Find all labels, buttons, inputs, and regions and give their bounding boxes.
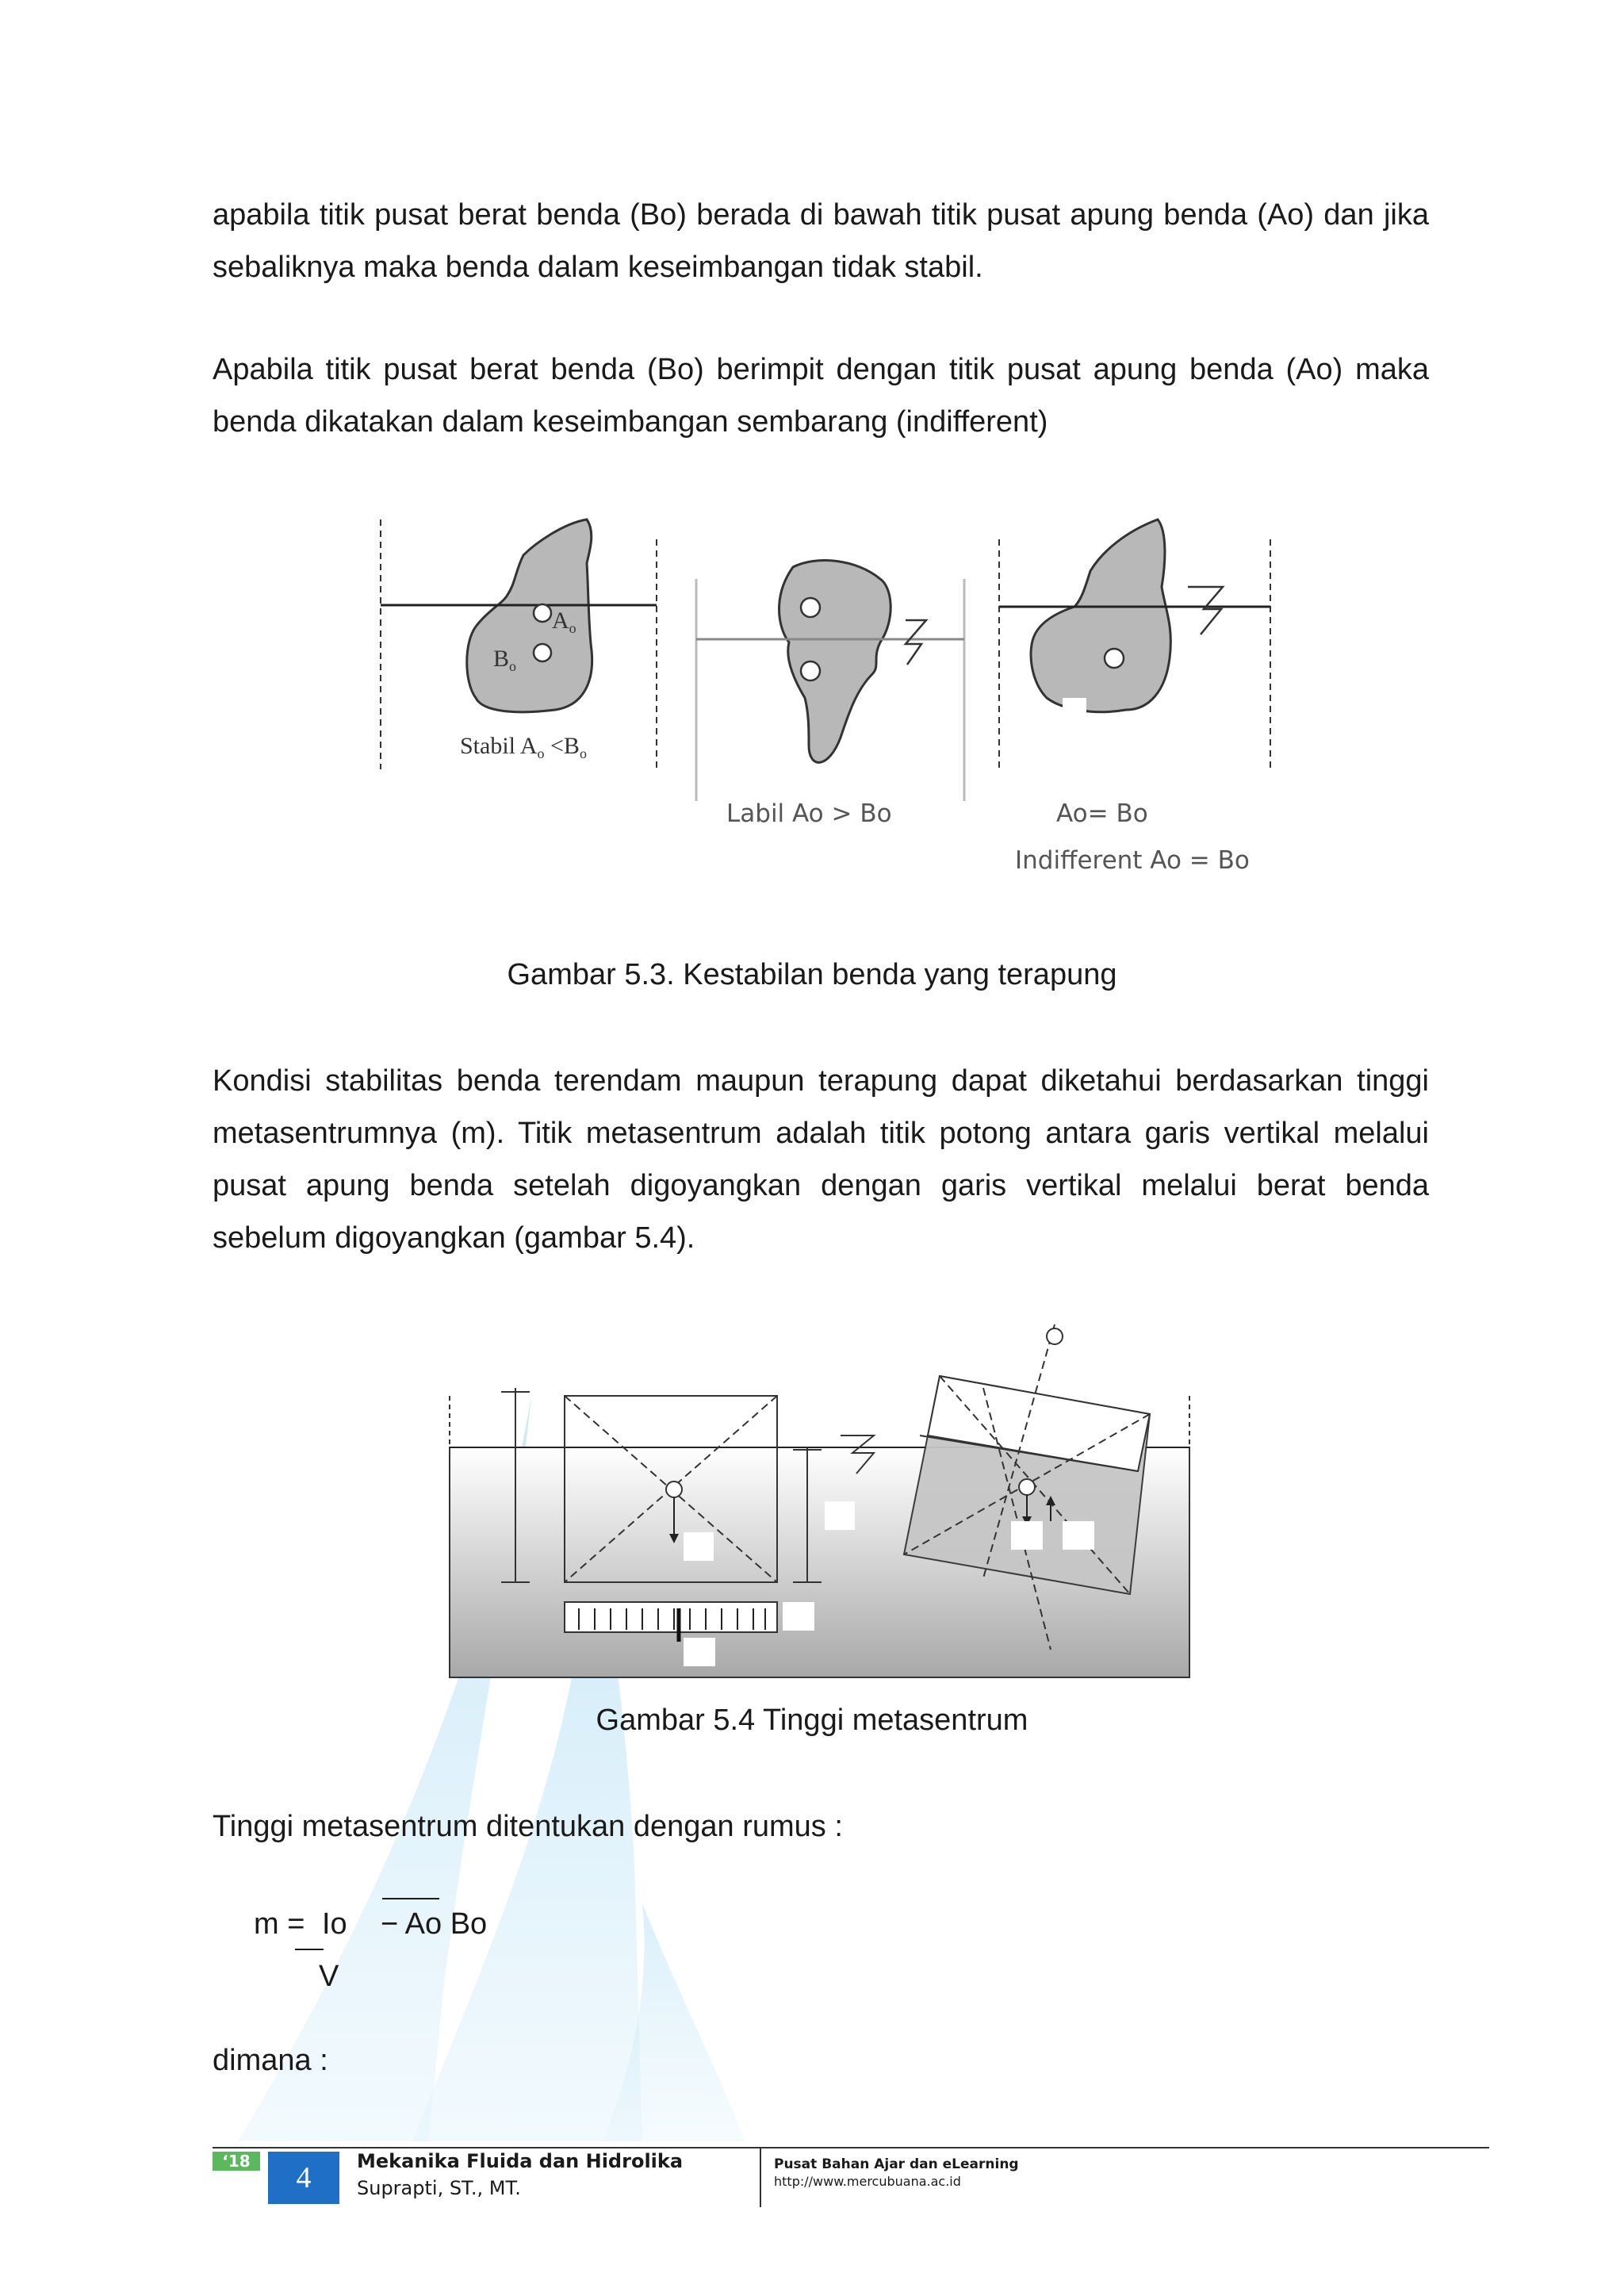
bo-point <box>534 644 551 661</box>
paragraph-metacenter-definition: Kondisi stabilitas benda terendam maupun terapung dapat diketahui berdasarkan tinggi metasentrumnya (m). Titik metasentrum adalah titik potong antara garis vertikal melalui pusat apung benda setelah digoyangkan dengan garis vertikal melalui berat benda sebelum digoyangkan (gambar 5.4). <box>213 1064 1429 1255</box>
formula-minus-term: − Ao Bo <box>381 1907 488 1941</box>
ao-point <box>534 604 551 622</box>
svg-text:Indifferent Ao = Bo: Indifferent Ao = Bo <box>1015 846 1250 875</box>
figure-5-4-metacenter-diagram <box>428 1309 1221 1689</box>
paragraph-stability-intro: apabila titik pusat berat benda (Bo) berada di bawah titik pusat apung benda (Ao) dan jika sebaliknya maka benda dalam keseimbangan tidak stabil. <box>213 198 1429 284</box>
footer-url: http://www.mercubuana.ac.id <box>774 2174 961 2189</box>
formula-overbar <box>382 1898 439 1899</box>
footer-course-title: Mekanika Fluida dan Hidrolika <box>357 2150 684 2172</box>
footer-separator <box>760 2147 761 2207</box>
formula-numerator: Io <box>322 1907 347 1941</box>
svg-text:Labil Ao > Bo: Labil Ao > Bo <box>726 799 892 828</box>
footer-author: Suprapti, ST., MT. <box>357 2177 521 2199</box>
svg-text:Bo: $B_o$ <box>493 646 517 674</box>
paragraph-indifferent: Apabila titik pusat berat benda (Bo) berimpit dengan titik pusat apung benda (Ao) maka benda dikatakan dalam keseimbangan sembarang (indifferent) <box>213 353 1429 439</box>
footer-year-badge: ‘18 <box>213 2152 260 2171</box>
svg-text:Ao= Bo: Ao= Bo <box>1056 799 1148 828</box>
figure-5-3-caption: Gambar 5.3. Kestabilan benda yang terapung <box>507 958 1117 991</box>
page-footer <box>213 2145 1489 2209</box>
formula-fraction-bar <box>295 1949 324 1950</box>
figure-5-3-stability-diagram <box>365 508 1293 880</box>
formula-lhs: m = <box>254 1907 305 1941</box>
figure-5-4-caption: Gambar 5.4 Tinggi metasentrum <box>596 1704 1028 1737</box>
paragraph-dimana: dimana : <box>213 2044 328 2077</box>
footer-divider <box>213 2147 1489 2148</box>
metacenter-formula <box>254 1907 571 2003</box>
svg-text:Stabil Ao <Bo: Stabil $A_o <B_o$ <box>460 733 587 761</box>
formula-denominator: V <box>319 1960 339 1993</box>
paragraph-formula-intro: Tinggi metasentrum ditentukan dengan rumus : <box>213 1810 843 1843</box>
svg-text:Ao: $A_o$ <box>552 608 576 636</box>
footer-center-name: Pusat Bahan Ajar dan eLearning <box>774 2156 1019 2172</box>
page-number: 4 <box>268 2152 339 2204</box>
